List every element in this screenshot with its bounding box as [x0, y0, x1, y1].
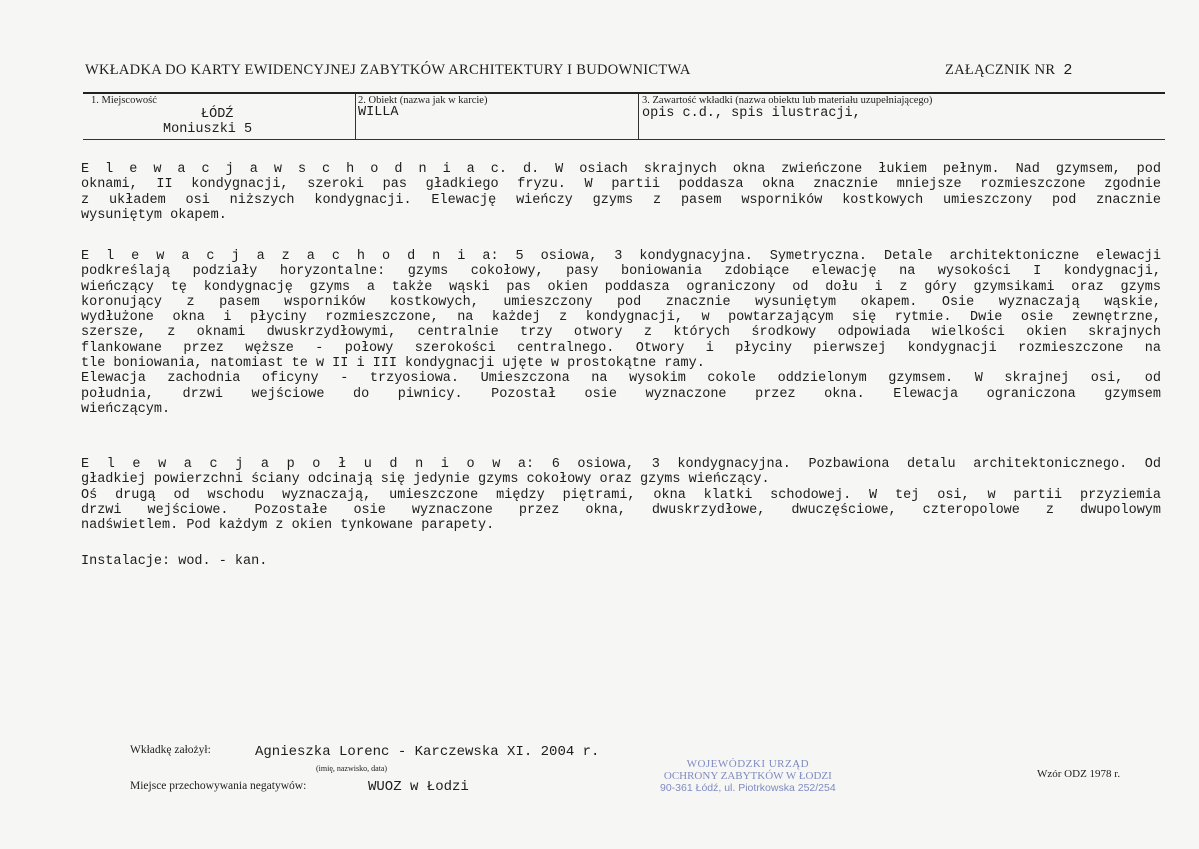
text-line: E l e w a c j a z a c h o d n i a: 5 osiowa, 3 kondygnacyjna. Symetryczna. Detale architektoniczne elewacji: [81, 249, 1161, 264]
form-fields-table: [83, 92, 1165, 140]
author-caption: (imię, nazwisko, data): [316, 764, 388, 773]
text-line: z układem osi niższych kondygnacji. Elewację wieńczy gzyms z pasem wsporników kostkowych umieszczony pod znacznie: [81, 192, 1161, 208]
content-value: opis c.d., spis ilustracji,: [642, 106, 861, 121]
text-line: Oś drugą od wschodu wyznaczają, umieszczone między piętrami, okna klatki schodowej. W tej osi, w partii przyziemia: [81, 487, 1161, 503]
office-stamp: [660, 758, 836, 794]
object-value: WILLA: [358, 105, 399, 120]
place-street: Moniuszki 5: [163, 122, 253, 137]
text-line: szersze, z oknami dwuskrzydłowymi, centralnie trzy otwory z których środkowy odpowiada wielkości okien skrajnych: [81, 325, 1161, 341]
text-line: wieńczącym.: [81, 401, 171, 417]
text-line: flankowane przez węższe - połowy szerokości centralnego. Otwory i płyciny pierwszej kondygnacji rozmieszczone na: [81, 340, 1161, 356]
negatives-location-value: WUOZ w Łodzi: [368, 779, 469, 795]
content-field: [638, 94, 1165, 139]
text-line: wydłużone okna i płyciny rozmieszczone, na każdej z kondygnacji, w powtarzającym się rytmie. Dwie osie zewnętrzne,: [81, 310, 1161, 326]
paragraph-south-elevation: [81, 457, 1161, 533]
stamp-line: 90-361 Łódź, ul. Piotrkowska 252/254: [660, 782, 836, 794]
stamp-line: OCHRONY ZABYTKÓW W ŁODZI: [663, 770, 832, 782]
text-line: południa, drzwi wejściowe do piwnicy. Pozostał osie wyznaczone przez okna. Elewacja ograniczona gzymsem: [81, 386, 1161, 402]
text-line: gładkiej powierzchni ściany odcinają się jedynie gzyms cokołowy oraz gzyms wieńczący.: [81, 472, 770, 488]
author-value: Agnieszka Lorenc - Karczewska XI. 2004 r.: [255, 744, 600, 760]
text-line: wysuniętym okapem.: [81, 207, 227, 223]
attachment-label: ZAŁĄCZNIK NR: [945, 62, 1056, 78]
text-line: E l e w a c j a p o ł u d n i o w a: 6 osiowa, 3 kondygnacyjna. Pozbawiona detalu architektonicznego. Od: [81, 457, 1161, 472]
stamp-line: WOJEWÓDZKI URZĄD: [686, 758, 810, 770]
place-label: 1. Miejscowość: [91, 95, 157, 106]
negatives-location-label: Miejsce przechowywania negatywów:: [130, 780, 307, 792]
attachment-number: [945, 62, 1073, 79]
created-by-label: Wkładkę założył:: [130, 744, 211, 756]
content-label: 3. Zawartość wkładki (nazwa obiektu lub materiału uzupełniającego): [642, 95, 933, 106]
place-field: [83, 94, 355, 139]
text-line: nadświetlem. Pod każdym z okien tynkowane parapety.: [81, 518, 495, 534]
text-line: E l e w a c j a w s c h o d n i a c. d. W osiach skrajnych okna zwieńczone łukiem pełnym. Nad gzymsem, pod: [81, 162, 1161, 177]
text-line: drzwi wejściowe. Pozostałe osie wyznaczone przez okna, dwuskrzydłowe, dwuczęściowe, czteropolowe z dwupolowym: [81, 502, 1161, 518]
text-line: wieńczący tę kondygnację gzyms a także wąski pas okien poddasza ograniczony od dołu i z góry gzymsikami oraz gzyms: [81, 279, 1161, 295]
installations-text: Instalacje: wod. - kan.: [81, 554, 268, 569]
place-city: ŁÓDŹ: [201, 107, 234, 122]
attachment-number-value: 2: [1063, 62, 1073, 79]
paragraph-installations: [81, 554, 1161, 569]
form-title: WKŁADKA DO KARTY EWIDENCYJNEJ ZABYTKÓW ARCHITEKTURY I BUDOWNICTWA: [85, 62, 691, 78]
text-line: oknami, II kondygnacji, szeroki pas gładkiego fryzu. W partii poddasza okna znacznie mniejsze rozmieszczone zgodnie: [81, 177, 1161, 193]
text-line: tle boniowania, natomiast te w II i III kondygnacji ujęte w prostokątne ramy.: [81, 356, 705, 372]
text-line: podkreślają podziały horyzontalne: gzyms cokołowy, pasy boniowania zdobiące elewację na wysokości I kondygnacji,: [81, 264, 1161, 280]
paragraph-east-elevation: [81, 162, 1161, 223]
text-line: Elewacja zachodnia oficyny - trzyosiowa. Umieszczona na wysokim cokole oddzielonym gzymsem. W skrajnej osi, od: [81, 371, 1161, 387]
text-line: koronujący z pasem wsporników kostkowych, umieszczony pod znacznie wysuniętym okapem. Osie wyznaczają wąskie,: [81, 294, 1161, 310]
paragraph-west-elevation: [81, 249, 1161, 417]
form-version: Wzór ODZ 1978 r.: [1037, 768, 1121, 780]
object-label: 2. Obiekt (nazwa jak w karcie): [358, 95, 488, 106]
object-field: [355, 94, 639, 139]
